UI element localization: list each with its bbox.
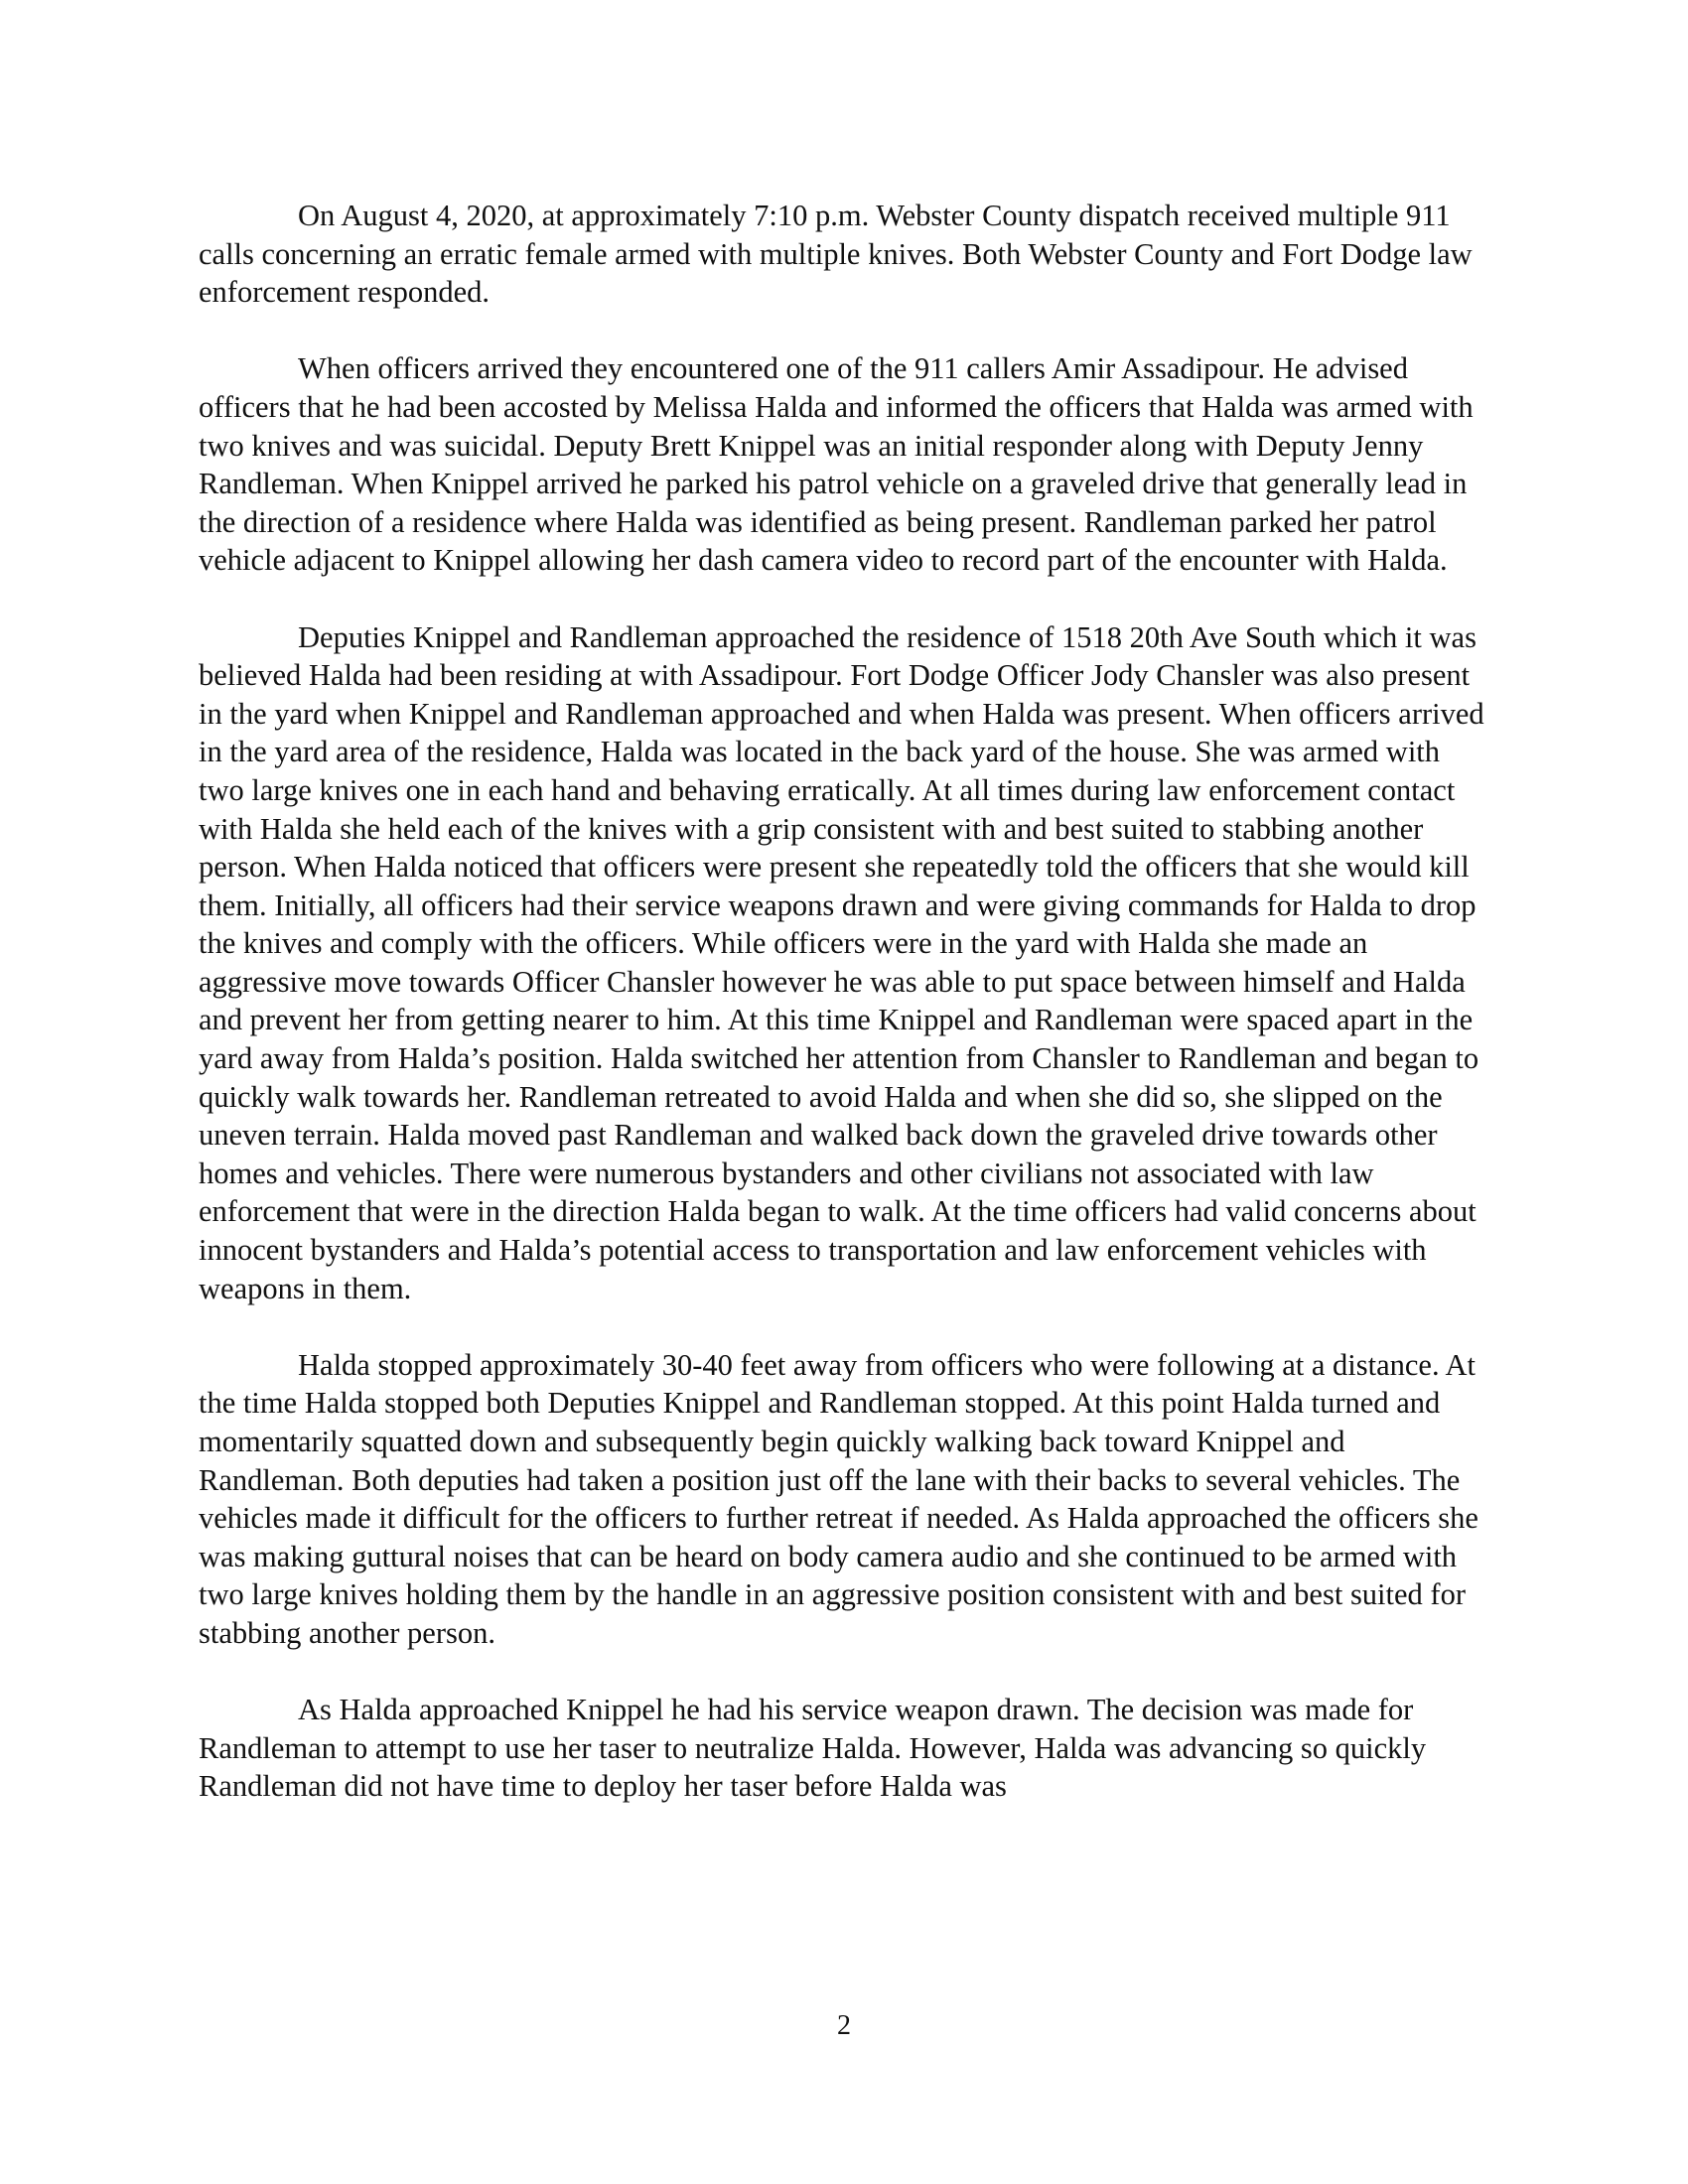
document-body bbox=[199, 197, 1489, 1806]
paragraph-1: On August 4, 2020, at approximately 7:10 p.m. Webster County dispatch received multiple 911 calls concerning an erratic female armed with multiple knives. Both Webster County and Fort Dodge law enforcement responded. bbox=[199, 199, 1473, 310]
paragraph-2: When officers arrived they encountered one of the 911 callers Amir Assadipour. He advised officers that he had been accosted by Melissa Halda and informed the officers that Halda was armed with two knives and was suicidal. Deputy Brett Knippel was an initial responder along with Deputy Jenny Randleman. When Knippel arrived he parked his patrol vehicle on a graveled drive that generally lead in the direction of a residence where Halda was identified as being present. Randleman parked her patrol vehicle adjacent to Knippel allowing her dash camera video to record part of the encounter with Halda. bbox=[199, 351, 1474, 578]
paragraph-5: As Halda approached Knippel he had his service weapon drawn. The decision was made for Randleman to attempt to use her taser to neutralize Halda. However, Halda was advancing so quickly Randleman did not have time to deploy her taser before Halda was bbox=[199, 1693, 1427, 1804]
paragraph-4: Halda stopped approximately 30-40 feet away from officers who were following at a distance. At the time Halda stopped both Deputies Knippel and Randleman stopped. At this point Halda turned and momentarily squatted down and subsequently begin quickly walking back toward Knippel and Randleman. Both deputies had taken a position just off the lane with their backs to several vehicles. The vehicles made it difficult for the officers to further retreat if needed. As Halda approached the officers she was making guttural noises that can be heard on body camera audio and she continued to be armed with two large knives holding them by the handle in an aggressive position consistent with and best suited for stabbing another person. bbox=[199, 1347, 1478, 1650]
paragraph-3: Deputies Knippel and Randleman approached the residence of 1518 20th Ave South which it was believed Halda had been residing at with Assadipour. Fort Dodge Officer Jody Chansler was also present in the yard when Knippel and Randleman approached and when Halda was present. When officers arrived in the yard area of the residence, Halda was located in the back yard of the house. She was armed with two large knives one in each hand and behaving erratically. At all times during law enforcement contact with Halda she held each of the knives with a grip consistent with and best suited to stabbing another person. When Halda noticed that officers were present she repeatedly told the officers that she would kill them. Initially, all officers had their service weapons drawn and were giving commands for Halda to drop the knives and comply with the officers. While officers were in the yard with Halda she made an aggressive move towards Officer Chansler however he was able to put space between himself and Halda and prevent her from getting nearer to him. At this time Knippel and Randleman were spaced apart in the yard away from Halda’s position. Halda switched her attention from Chansler to Randleman and began to quickly walk towards her. Randleman retreated to avoid Halda and when she did so, she slipped on the uneven terrain. Halda moved past Randleman and walked back down the graveled drive towards other homes and vehicles. There were numerous bystanders and other civilians not associated with law enforcement that were in the direction Halda began to walk. At the time officers had valid concerns about innocent bystanders and Halda’s potential access to transportation and law enforcement vehicles with weapons in them. bbox=[199, 619, 1484, 1305]
page-number: 2 bbox=[837, 2010, 851, 2041]
